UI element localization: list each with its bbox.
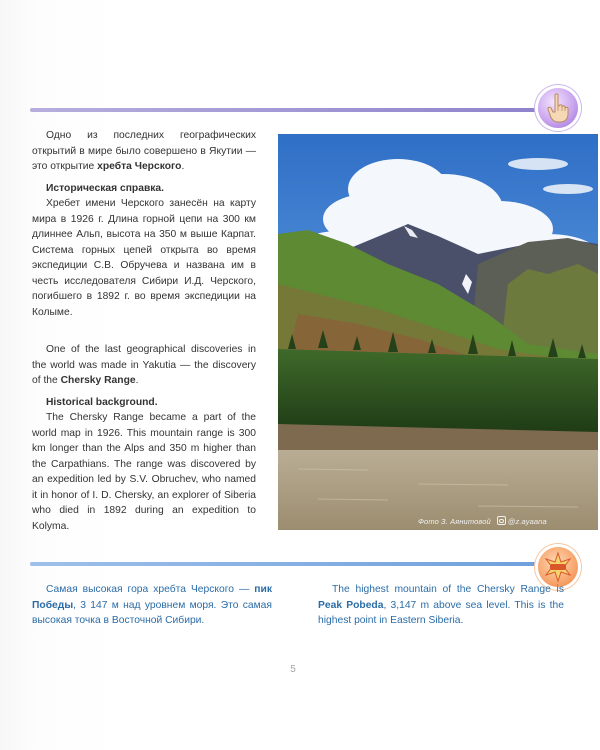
ru-history-heading: Историческая справка. bbox=[46, 182, 165, 194]
pointing-hand-icon bbox=[538, 88, 578, 128]
fact-ru-block bbox=[32, 582, 272, 629]
en-intro-paragraph: One of the last geographical discoveries in the world was made in Yakutia — the discovery of the Chersky Range. bbox=[32, 344, 256, 386]
fact-en-block bbox=[318, 582, 564, 629]
fact-ru-paragraph: Самая высокая гора хребта Черского — пик Победы, 3 147 м над уровнем моря. Это самая высокая точка в Восточной Сибири. bbox=[32, 584, 272, 626]
en-history-heading: Historical background. bbox=[46, 396, 158, 408]
section-divider-top bbox=[30, 108, 542, 112]
chersky-range-photo bbox=[278, 134, 598, 530]
fact-star-icon bbox=[538, 547, 578, 587]
ru-intro-paragraph: Одно из последних географических открытий в мире было совершено в Якутии — это открытие хребта Черского. bbox=[32, 130, 256, 172]
fact-en-highlight: Peak Pobeda bbox=[318, 599, 384, 611]
ru-history-paragraph: Хребет имени Черского занесён на карту мира в 1926 г. Длина горной цепи на 300 км длиннее Альп, высота на 350 м выше Карпат. Система горных цепей открыта во время экспедиции С.В. Обручева и названа им в честь исследователя Сибири И.Д. Черского, погибшего в 1892 г. во время экспедиции на Колыме. bbox=[32, 198, 256, 318]
instagram-icon bbox=[497, 516, 506, 525]
fact-ru-highlight: пик Победы bbox=[32, 584, 272, 611]
section-divider-fact bbox=[30, 562, 542, 566]
page-number: 5 bbox=[290, 664, 296, 675]
ru-intro-highlight: хребта Черского bbox=[97, 161, 182, 172]
en-history-paragraph: The Chersky Range became a part of the world map in 1926. This mountain range is 300 km longer than the Alps and 350 m higher than the Carpathians. The range was discovered by an expedition led by S.V. Obruchev, who named it in honor of I. D. Chersky, an explorer of Siberia who died in 1892 during an expedition to Kolyma. bbox=[32, 412, 256, 532]
fact-en-paragraph: The highest mountain of the Chersky Range is Peak Pobeda, 3,147 m above sea level. This is the highest point in Eastern Siberia. bbox=[318, 584, 564, 626]
text-column bbox=[32, 128, 256, 534]
en-intro-highlight: Chersky Range bbox=[60, 375, 136, 386]
photo-credit: Фото З. Аянитовой @z.ayaana bbox=[418, 517, 547, 526]
